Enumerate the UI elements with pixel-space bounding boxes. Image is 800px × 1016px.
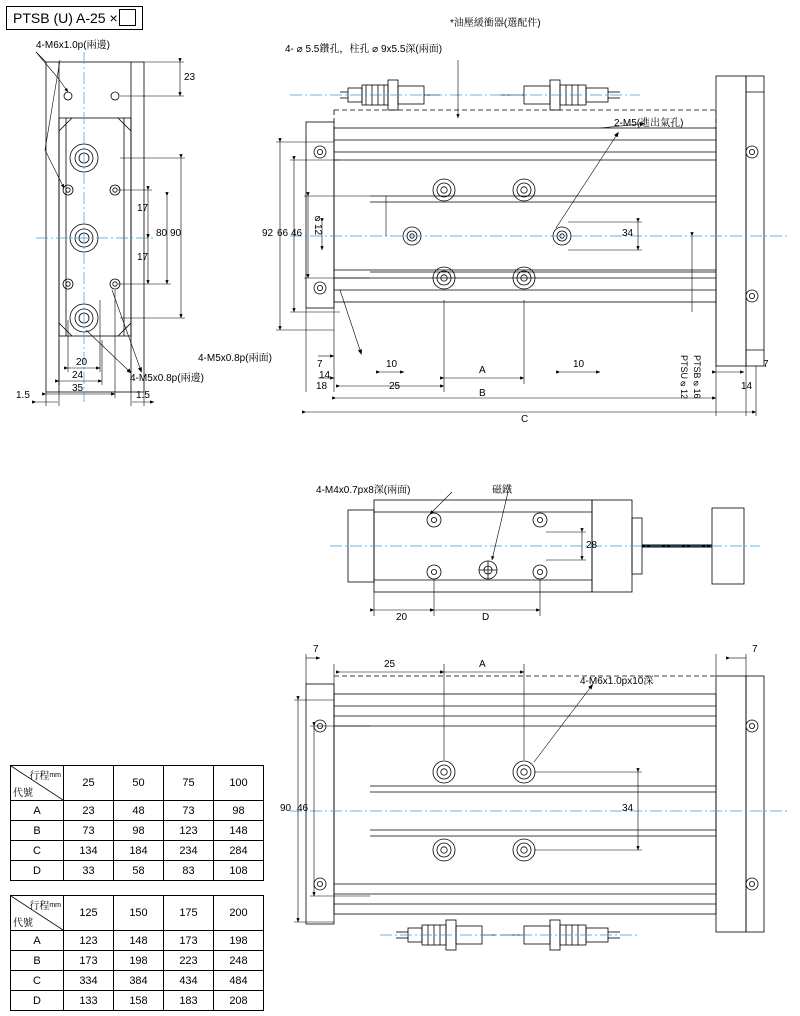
table2-corner-unit: mm	[49, 902, 61, 909]
dim-plan-66: 66	[277, 228, 289, 239]
dim-plan-14a: 14	[319, 370, 331, 381]
table2-row3-v0: 133	[64, 991, 114, 1011]
table2-col-1: 150	[114, 896, 164, 931]
table2-row3-v2: 183	[164, 991, 214, 1011]
dim-bottom-25: 25	[384, 659, 396, 670]
table2-row1-v3: 248	[214, 951, 264, 971]
dim-middle-D: D	[482, 612, 490, 623]
table1-row2-v0: 134	[64, 841, 114, 861]
table-row	[11, 861, 264, 881]
callout-magnet: 磁鐵	[492, 485, 512, 496]
table2-row0-v1: 148	[114, 931, 164, 951]
dim-bottom-A: A	[479, 659, 486, 670]
callout-bottom-m6: 4-M6x1.0px10深	[580, 676, 654, 687]
table1-row1-label: B	[11, 821, 64, 841]
callout-front-m6: 4-M6x1.0p(兩邊)	[36, 40, 110, 51]
bottom-view	[290, 676, 790, 950]
table2-row3-v1: 158	[114, 991, 164, 1011]
table1-row1-v0: 73	[64, 821, 114, 841]
table2-row1-label: B	[11, 951, 64, 971]
table1-row0-v2: 73	[164, 801, 214, 821]
dim-front-20: 20	[76, 357, 88, 368]
table1-row1-v1: 98	[114, 821, 164, 841]
dim-bottom-34: 34	[622, 803, 634, 814]
dim-middle-28: 28	[586, 540, 598, 551]
table1-row0-v1: 48	[114, 801, 164, 821]
table1-row2-v2: 234	[164, 841, 214, 861]
dim-front-24: 24	[72, 370, 84, 381]
table2-row0-label: A	[11, 931, 64, 951]
callout-air-ports: 2-M5(進出氣孔)	[614, 118, 684, 129]
dim-front-80: 80	[156, 228, 168, 239]
table2-row0-v3: 198	[214, 931, 264, 951]
table2-row1-v2: 223	[164, 951, 214, 971]
dim-plan-7b: 7	[763, 359, 769, 370]
middle-view-dimensions	[374, 492, 586, 616]
dim-front-35: 35	[72, 383, 84, 394]
table-row	[11, 766, 264, 801]
table2-row3-label: D	[11, 991, 64, 1011]
table2-col-2: 175	[164, 896, 214, 931]
dim-plan-18: 18	[316, 381, 328, 392]
table2-row3-v3: 208	[214, 991, 264, 1011]
dim-plan-34: 34	[622, 228, 634, 239]
table1-row3-label: D	[11, 861, 64, 881]
table1-corner-cell	[11, 766, 64, 801]
label-ptsb-dia16: PTSB⌀16	[692, 355, 702, 399]
table-row	[11, 971, 264, 991]
table2-col-3: 200	[214, 896, 264, 931]
dim-front-1p5-left: 1.5	[16, 390, 30, 401]
front-view	[36, 52, 154, 402]
dimension-table-1	[10, 765, 264, 881]
dim-plan-10a: 10	[386, 359, 398, 370]
table1-col-1: 50	[114, 766, 164, 801]
table1-row3-v0: 33	[64, 861, 114, 881]
dim-bottom-7-right: 7	[752, 644, 758, 655]
callout-drill-counterbore: 4- ⌀ 5.5鑽孔，柱孔 ⌀ 9x5.5深(兩面)	[285, 44, 443, 55]
dim-plan-A: A	[479, 365, 486, 376]
dim-plan-46: 46	[291, 228, 303, 239]
table-row	[11, 896, 264, 931]
table2-corner-bottom: 代號	[13, 918, 33, 929]
table1-row1-v2: 123	[164, 821, 214, 841]
table2-row0-v2: 173	[164, 931, 214, 951]
dim-plan-10b: 10	[573, 359, 585, 370]
table-row	[11, 841, 264, 861]
table2-row2-v2: 434	[164, 971, 214, 991]
table-row	[11, 951, 264, 971]
table1-col-0: 25	[64, 766, 114, 801]
dim-plan-C: C	[521, 414, 529, 425]
title-placeholder-box	[119, 9, 136, 26]
table2-row2-v1: 384	[114, 971, 164, 991]
dim-middle-20: 20	[396, 612, 408, 623]
callout-middle-m4: 4-M4x0.7px8深(兩面)	[316, 485, 411, 496]
table1-row0-v3: 98	[214, 801, 264, 821]
dim-plan-92: 92	[262, 228, 274, 239]
table1-corner-top: 行程	[29, 771, 50, 782]
table1-row1-v3: 148	[214, 821, 264, 841]
table2-row2-v0: 334	[64, 971, 114, 991]
table2-row0-v0: 123	[64, 931, 114, 951]
table2-row2-v3: 484	[214, 971, 264, 991]
table1-row2-label: C	[11, 841, 64, 861]
dim-front-90: 90	[170, 228, 182, 239]
table1-row2-v1: 184	[114, 841, 164, 861]
page-title-text: PTSB (U) A-25 ×	[13, 10, 118, 26]
table1-col-3: 100	[214, 766, 264, 801]
table-row	[11, 821, 264, 841]
table-row	[11, 931, 264, 951]
table-row	[11, 991, 264, 1011]
dim-front-17a: 17	[137, 203, 149, 214]
dim-bottom-7-left: 7	[313, 644, 319, 655]
dim-front-1p5-right: 1.5	[136, 390, 150, 401]
table2-corner-top: 行程	[29, 901, 50, 912]
callout-plan-m5: 4-M5x0.8p(兩面)	[198, 353, 272, 364]
table2-corner-cell	[11, 896, 64, 931]
dim-plan-B: B	[479, 388, 486, 399]
table2-row1-v0: 173	[64, 951, 114, 971]
plan-view	[290, 76, 790, 366]
middle-view	[330, 500, 760, 592]
table1-corner-bottom: 代號	[13, 788, 33, 799]
dim-bottom-90: 90	[280, 803, 292, 814]
table1-row0-v0: 23	[64, 801, 114, 821]
table1-row3-v1: 58	[114, 861, 164, 881]
dim-plan-14b: 14	[741, 381, 753, 392]
table-row	[11, 801, 264, 821]
table1-corner-unit: mm	[49, 772, 61, 779]
dim-plan-25: 25	[389, 381, 401, 392]
callout-shock-absorber: *油壓緩衝器(選配件)	[450, 18, 541, 29]
dim-bottom-46: 46	[297, 803, 309, 814]
page-title	[6, 6, 143, 30]
table2-row1-v1: 198	[114, 951, 164, 971]
label-ptsu-dia12: PTSU⌀12	[679, 355, 689, 400]
table1-row2-v3: 284	[214, 841, 264, 861]
dimension-table-2	[10, 895, 264, 1011]
callout-front-m5: 4-M5x0.8p(兩邊)	[130, 373, 204, 384]
dim-front-17b: 17	[137, 252, 149, 263]
dim-plan-7: 7	[317, 359, 323, 370]
dim-plan-dia12: ⌀12	[312, 213, 323, 236]
table2-row2-label: C	[11, 971, 64, 991]
table1-row0-label: A	[11, 801, 64, 821]
table2-col-0: 125	[64, 896, 114, 931]
table1-row3-v2: 83	[164, 861, 214, 881]
table1-col-2: 75	[164, 766, 214, 801]
table1-row3-v3: 108	[214, 861, 264, 881]
dim-front-23: 23	[184, 72, 196, 83]
